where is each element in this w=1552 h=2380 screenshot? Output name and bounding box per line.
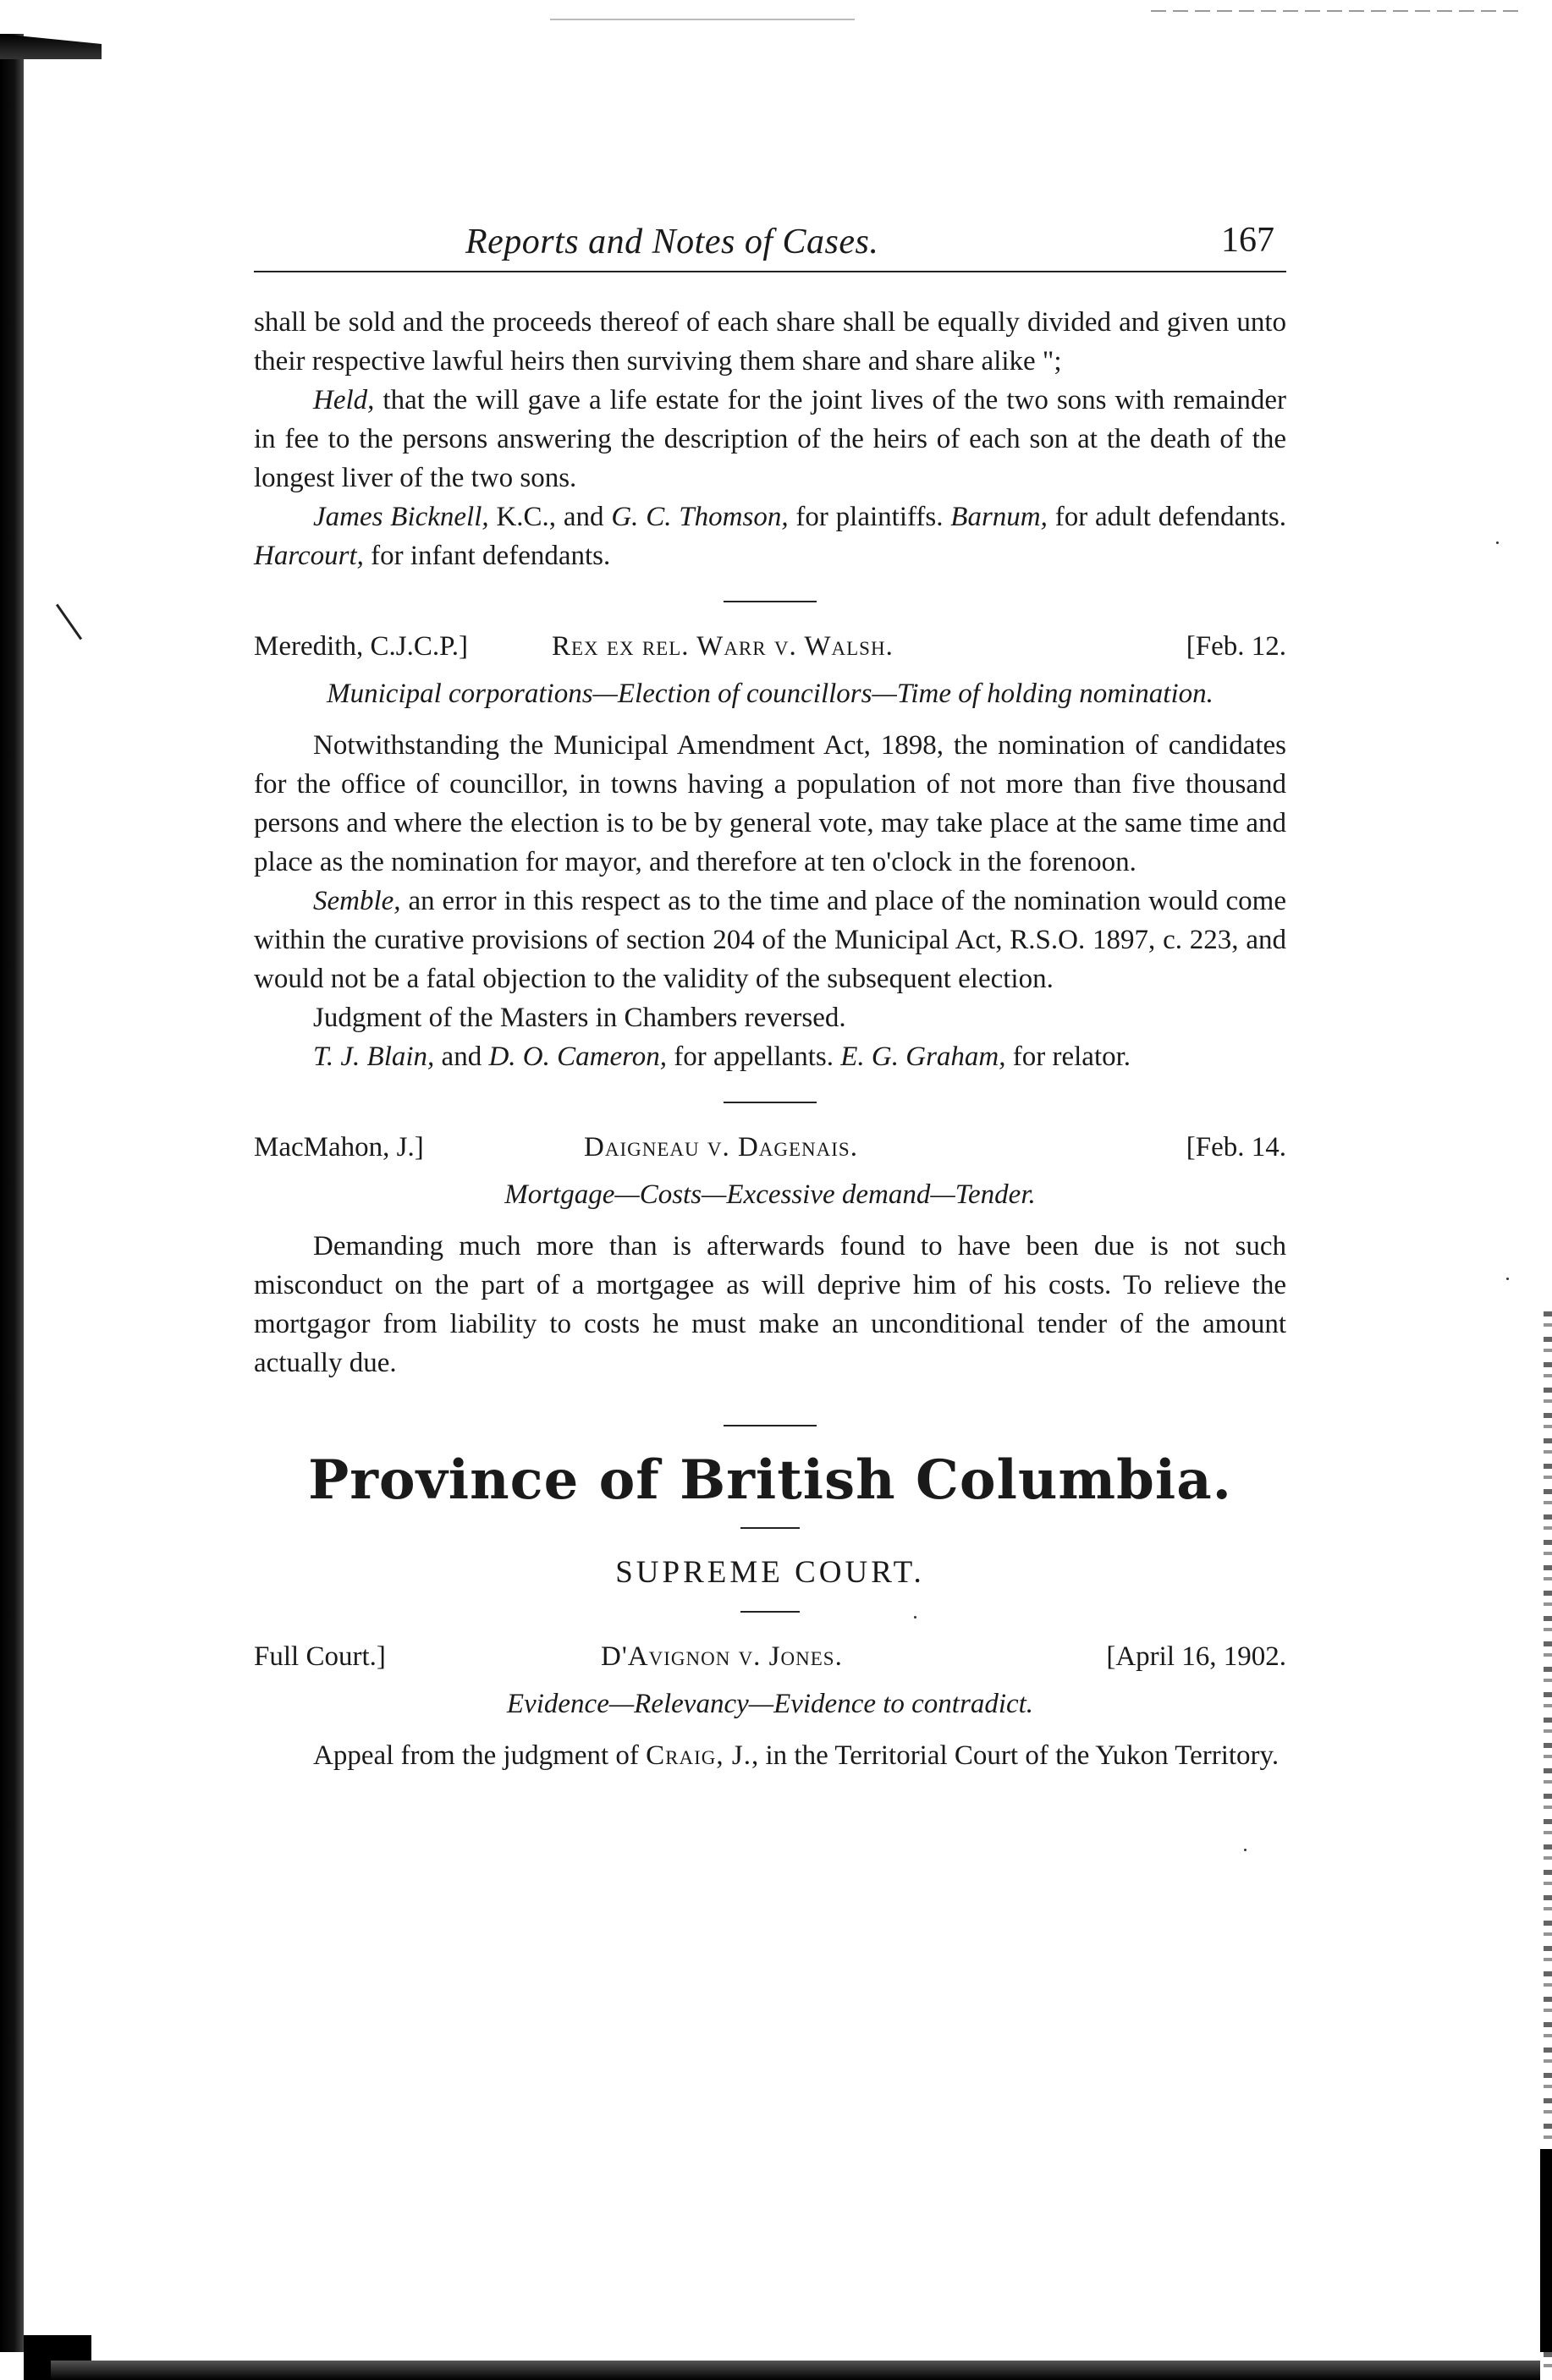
held-text: that the will gave a life estate for the joint lives of the two sons with remainder in fee to the persons answering the description of the heirs of each son at the death of the longest liver of the two sons. [254,385,1286,493]
case4-judge: Full Court.] [254,1641,386,1672]
case4-headnote: Evidence—Relevancy—Evidence to contradict. [506,1689,1034,1719]
case4-judge-name: Craig, J. [646,1740,751,1771]
section-divider [724,1425,817,1426]
scan-speck [1244,1849,1247,1851]
section-divider [740,1611,800,1613]
case3-heading [254,1132,1286,1171]
counsel-text: for infant defendants. [363,541,611,571]
court-heading: SUPREME COURT. [615,1555,925,1590]
counsel-text: and [434,1042,489,1072]
case3-judge: MacMahon, J.] [254,1132,424,1163]
case4-paragraph [254,1736,1286,1775]
page-text-block [254,212,1286,1775]
case4-name: D'Avignon v. Jones. [601,1641,843,1672]
counsel-text: for adult defendants. [1047,502,1286,532]
page-bottom-shadow [51,2361,1540,2380]
case4-date: [April 16, 1902. [1106,1641,1286,1672]
held-label: Held, [313,385,375,415]
case3-name: Daigneau v. Dagenais. [584,1132,858,1163]
case2-heading [254,631,1286,670]
page-binding-shadow [0,34,24,2352]
scan-speck [1496,541,1499,544]
semble-text: an error in this respect as to the time and place of the nomination would come within the curative provisions of section 204 of the Municipal Act, R.S.O. 1897, c. 223, and would not be a fatal objection to the validity of the subsequent election. [254,886,1286,994]
counsel-text: for relator. [1005,1042,1131,1072]
counsel-text: K.C., and [488,502,612,532]
counsel-name: James Bicknell, [313,502,489,532]
counsel-name: Barnum, [950,502,1048,532]
counsel-name: E. G. Graham, [840,1042,1006,1072]
counsel-text: for plaintiffs. [788,502,951,532]
counsel-text: for appellants. [666,1042,841,1072]
case1-held-paragraph [254,381,1286,497]
case2-judge: Meredith, C.J.C.P.] [254,631,469,662]
case2-date: [Feb. 12. [1186,631,1286,662]
counsel-name: Harcourt, [254,541,364,571]
section-divider [724,1102,817,1103]
case2-semble-paragraph [254,882,1286,998]
margin-mark [56,604,82,640]
case1-counsel [254,497,1286,575]
section-divider [740,1527,800,1529]
semble-label: Semble, [313,886,401,916]
running-head [254,212,1286,272]
case1-paragraph: shall be sold and the proceeds thereof of each share shall be equally divided and given unto their respective lawful heirs then surviving them share and share alike "; [254,307,1286,377]
section-divider [724,601,817,602]
case4-text: , in the Territorial Court of the Yukon Territory. [751,1740,1280,1771]
page-number: 167 [1221,221,1274,260]
case2-counsel [254,1037,1286,1076]
page-right-edge-shadow [1540,2149,1552,2352]
counsel-name: D. O. Cameron, [488,1042,667,1072]
province-heading: Province of British Columbia. [308,1448,1232,1512]
scan-artifact-line [550,19,855,20]
case2-name: Rex ex rel. Warr v. Walsh. [552,631,894,662]
counsel-name: G. C. Thomson, [611,502,789,532]
page-corner-shadow [0,34,102,59]
case3-paragraph: Demanding much more than is afterwards found to have been due is not such misconduct on the part of a mortgagee as will deprive him of his costs. To relieve the mortgagor from liability to costs he must make an unconditional tender of the amount actually due. [254,1231,1286,1378]
case3-date: [Feb. 14. [1186,1132,1286,1163]
case4-heading [254,1641,1286,1680]
case2-headnote: Municipal corporations—Election of councillors—Time of holding nomination. [327,679,1214,709]
running-title: Reports and Notes of Cases. [465,223,879,261]
case2-paragraph: Notwithstanding the Municipal Amendment Act, 1898, the nomination of candidates for the office of councillor, in towns having a population of not more than five thousand persons and where the election is to be by general vote, may take place at the same time and place as the nomination for mayor, and therefore at ten o'clock in the forenoon. [254,730,1286,877]
case2-judgment: Judgment of the Masters in Chambers reversed. [313,1003,846,1033]
case4-text: Appeal from the judgment of [313,1740,647,1771]
scan-artifact-dashes [1151,10,1523,12]
counsel-name: T. J. Blain, [313,1042,435,1072]
case3-headnote: Mortgage—Costs—Excessive demand—Tender. [504,1179,1036,1210]
scan-speck [1506,1278,1509,1280]
